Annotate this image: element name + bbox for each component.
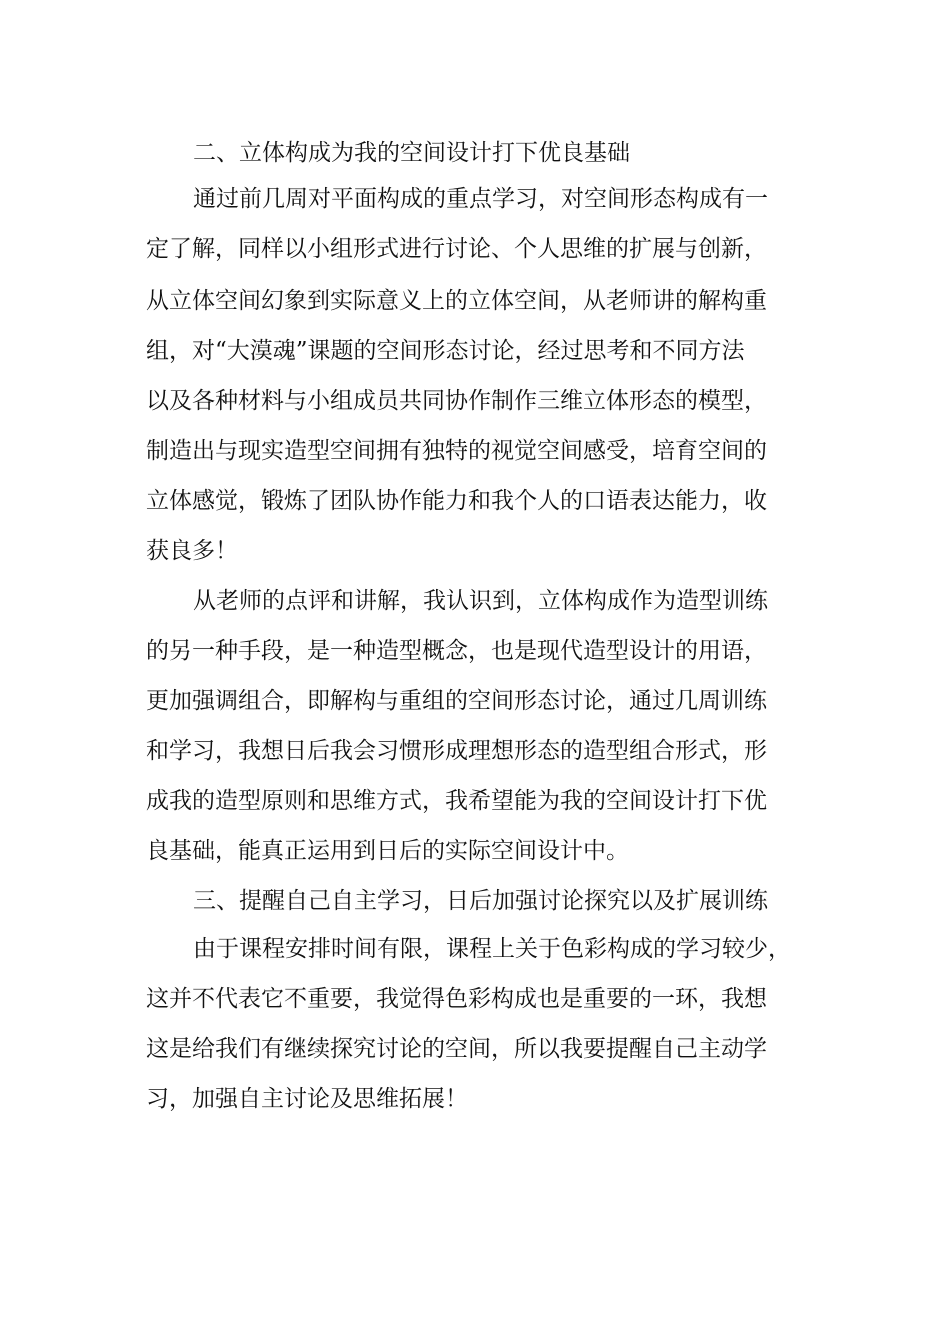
paragraph-line: 这并不代表它不重要，我觉得色彩构成也是重要的一环，我想 bbox=[146, 986, 767, 1012]
paragraph-line: 从立体空间幻象到实际意义上的立体空间，从老师讲的解构重 bbox=[146, 288, 767, 314]
paragraph-line: 这是给我们有继续探究讨论的空间，所以我要提醒自己主动学 bbox=[146, 1036, 767, 1062]
paragraph-line: 良基础，能真正运用到日后的实际空间设计中。 bbox=[146, 838, 629, 864]
paragraph-line: 更加强调组合，即解构与重组的空间形态讨论，通过几周训练 bbox=[146, 688, 767, 714]
paragraph-line: 获良多！ bbox=[146, 538, 238, 564]
section-heading: 二、立体构成为我的空间设计打下优良基础 bbox=[193, 140, 630, 166]
paragraph-line: 组，对“大漠魂”课题的空间形态讨论，经过思考和不同方法 bbox=[146, 338, 745, 364]
paragraph-line: 的另一种手段，是一种造型概念，也是现代造型设计的用语， bbox=[146, 638, 767, 664]
paragraph-line: 由于课程安排时间有限，课程上关于色彩构成的学习较少， bbox=[193, 936, 791, 962]
section-heading: 三、提醒自己自主学习，日后加强讨论探究以及扩展训练 bbox=[193, 888, 768, 914]
paragraph-line: 成我的造型原则和思维方式，我希望能为我的空间设计打下优 bbox=[146, 788, 767, 814]
paragraph-line: 通过前几周对平面构成的重点学习，对空间形态构成有一 bbox=[193, 186, 768, 212]
paragraph-line: 习，加强自主讨论及思维拓展！ bbox=[146, 1086, 468, 1112]
paragraph-line: 制造出与现实造型空间拥有独特的视觉空间感受，培育空间的 bbox=[146, 438, 767, 464]
paragraph-line: 以及各种材料与小组成员共同协作制作三维立体形态的模型， bbox=[146, 388, 767, 414]
paragraph-line: 定了解，同样以小组形式进行讨论、个人思维的扩展与创新， bbox=[146, 236, 767, 262]
paragraph-line: 立体感觉，锻炼了团队协作能力和我个人的口语表达能力，收 bbox=[146, 488, 767, 514]
paragraph-line: 从老师的点评和讲解，我认识到，立体构成作为造型训练 bbox=[193, 588, 768, 614]
paragraph-line: 和学习，我想日后我会习惯形成理想形态的造型组合形式，形 bbox=[146, 738, 767, 764]
